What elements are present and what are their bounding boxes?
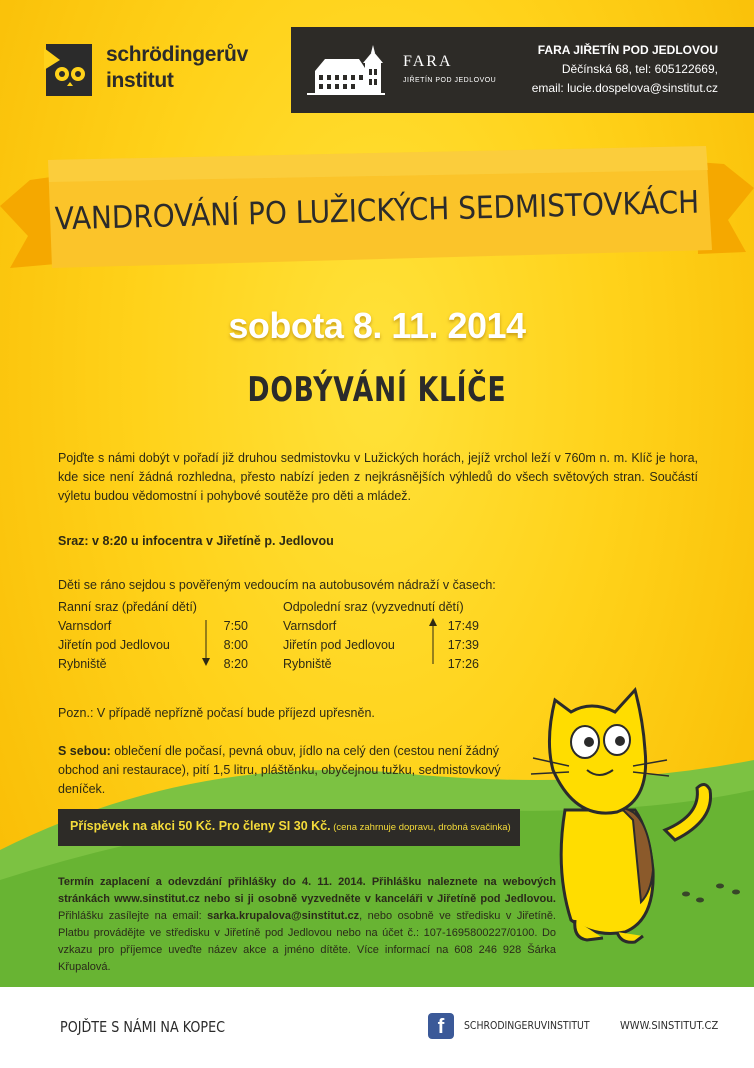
contact-email-link[interactable]: sarka.krupalova@sinstitut.cz — [207, 910, 360, 922]
contact-name: FARA JIŘETÍN POD JEDLOVOU — [537, 43, 718, 57]
fara-header — [291, 27, 754, 113]
deadline-prefix: Přihlášku zasílejte na email: — [58, 910, 208, 922]
deadline-rest: , nebo osobně ve středisku v Jiřetíně. Platbu provádějte ve středisku v Jiřetíně pod Jedlovou nebo na účet č.: 107-1695800227/0100. Do vzkazu pro příjemce uveďte název akce a jméno dítěte. Více informací na 608 246 928 Šárka Křupalová. — [58, 910, 556, 973]
stop-time: 17:39 — [447, 638, 479, 652]
schedule-row — [283, 617, 479, 636]
contact-address: Děčínská 68, tel: 605122669, — [561, 62, 718, 76]
children-note: Děti se ráno sejdou s pověřeným vedoucím na autobusovém nádraží v časech: — [58, 578, 496, 592]
price-note: (cena zahrnuje dopravu, drobná svačinka) — [330, 822, 511, 833]
schedule-row — [58, 655, 248, 674]
contact-email: email: lucie.dospelova@sinstitut.cz — [531, 81, 718, 95]
deadline-paragraph — [58, 874, 556, 976]
intro-paragraph: Pojďte s námi dobýt v pořadí již druhou sedmistovku v Lužických horách, jejíž vrchol leží v 760m n. m. Klíč je hora, kde sice není žádná rozhledna, přesto nabízí jeden z nejkrásnějších výhledů do všech světových stran. Součástí výletu budou vědomostní i pohybové soutěže pro děti a mládež. — [58, 451, 698, 503]
logo-wordmark — [106, 42, 248, 94]
logo-line1: schrödingerův — [106, 43, 248, 66]
schedule-row — [283, 636, 479, 655]
stop-name: Jiřetín pod Jedlovou — [58, 638, 170, 652]
stop-time: 17:26 — [447, 657, 479, 671]
weather-note: Pozn.: V případě nepřízně počasí bude příjezd upřesněn. — [58, 706, 375, 720]
stop-time: 7:50 — [223, 619, 248, 633]
stop-time: 8:00 — [223, 638, 248, 652]
banner-title: VANDROVÁNÍ PO LUŽICKÝCH SEDMISTOVKÁCH — [54, 184, 700, 238]
afternoon-heading: Odpolední sraz (vyzvednutí dětí) — [283, 600, 464, 614]
stop-name: Varnsdorf — [58, 619, 112, 633]
price-band — [58, 809, 520, 846]
stop-name: Jiřetín pod Jedlovou — [283, 638, 395, 652]
morning-schedule — [58, 598, 248, 674]
stop-time: 17:49 — [447, 619, 479, 633]
website-link[interactable]: WWW.SINSTITUT.CZ — [620, 1019, 719, 1032]
price-main: Příspěvek na akci 50 Kč. Pro členy SI 30 Kč. — [70, 819, 331, 833]
packing-text: oblečení dle počasí, pevná obuv, jídlo na celý den (cestou není žádný obchod ani restaurace), pití 1,5 litru, pláštěnku, obyčejnou tužku, sedmistovkový deníček. — [58, 744, 501, 796]
arrow-up-icon — [427, 618, 439, 664]
fara-subtitle: JIŘETÍN POD JEDLOVOU — [403, 77, 497, 84]
cat-mascot-illustration — [525, 670, 725, 950]
schedule-row — [283, 655, 479, 674]
stop-name: Rybniště — [58, 657, 107, 671]
stop-time: 8:20 — [223, 657, 248, 671]
stop-name: Rybniště — [283, 657, 332, 671]
facebook-page-link[interactable]: SCHRODINGERUVINSTITUT — [464, 1019, 590, 1032]
facebook-icon[interactable]: f — [428, 1013, 454, 1039]
footer-motto: POJĎTE S NÁMI NA KOPEC — [60, 1018, 226, 1036]
contact-block — [532, 41, 718, 98]
deadline-bold: Termín zaplacení a odevzdání přihlášky do 4. 11. 2014. Přihlášku naleznete na webových stránkách www.sinstitut.cz nebo si ji osobně vyzvedněte v kanceláři v Jiřetíně pod Jedlovou. — [58, 876, 556, 905]
fara-title: FARA — [403, 53, 453, 70]
meeting-point: Sraz: v 8:20 u infocentra v Jiřetíně p. Jedlovou — [58, 534, 334, 548]
packing-label: S sebou: — [58, 744, 111, 758]
schedule-row — [58, 636, 248, 655]
logo-line2: institut — [106, 69, 174, 92]
afternoon-schedule — [283, 598, 479, 674]
schedule-row — [58, 617, 248, 636]
event-date: sobota 8. 11. 2014 — [228, 305, 526, 346]
building-icon — [305, 43, 387, 99]
packing-list — [58, 742, 518, 799]
event-title: DOBÝVÁNÍ KLÍČE — [247, 370, 507, 410]
arrow-down-icon — [200, 620, 212, 666]
morning-heading: Ranní sraz (předání dětí) — [58, 600, 197, 614]
schrodinger-logo — [40, 40, 248, 104]
stop-name: Varnsdorf — [283, 619, 337, 633]
cat-logo-icon — [40, 42, 98, 98]
